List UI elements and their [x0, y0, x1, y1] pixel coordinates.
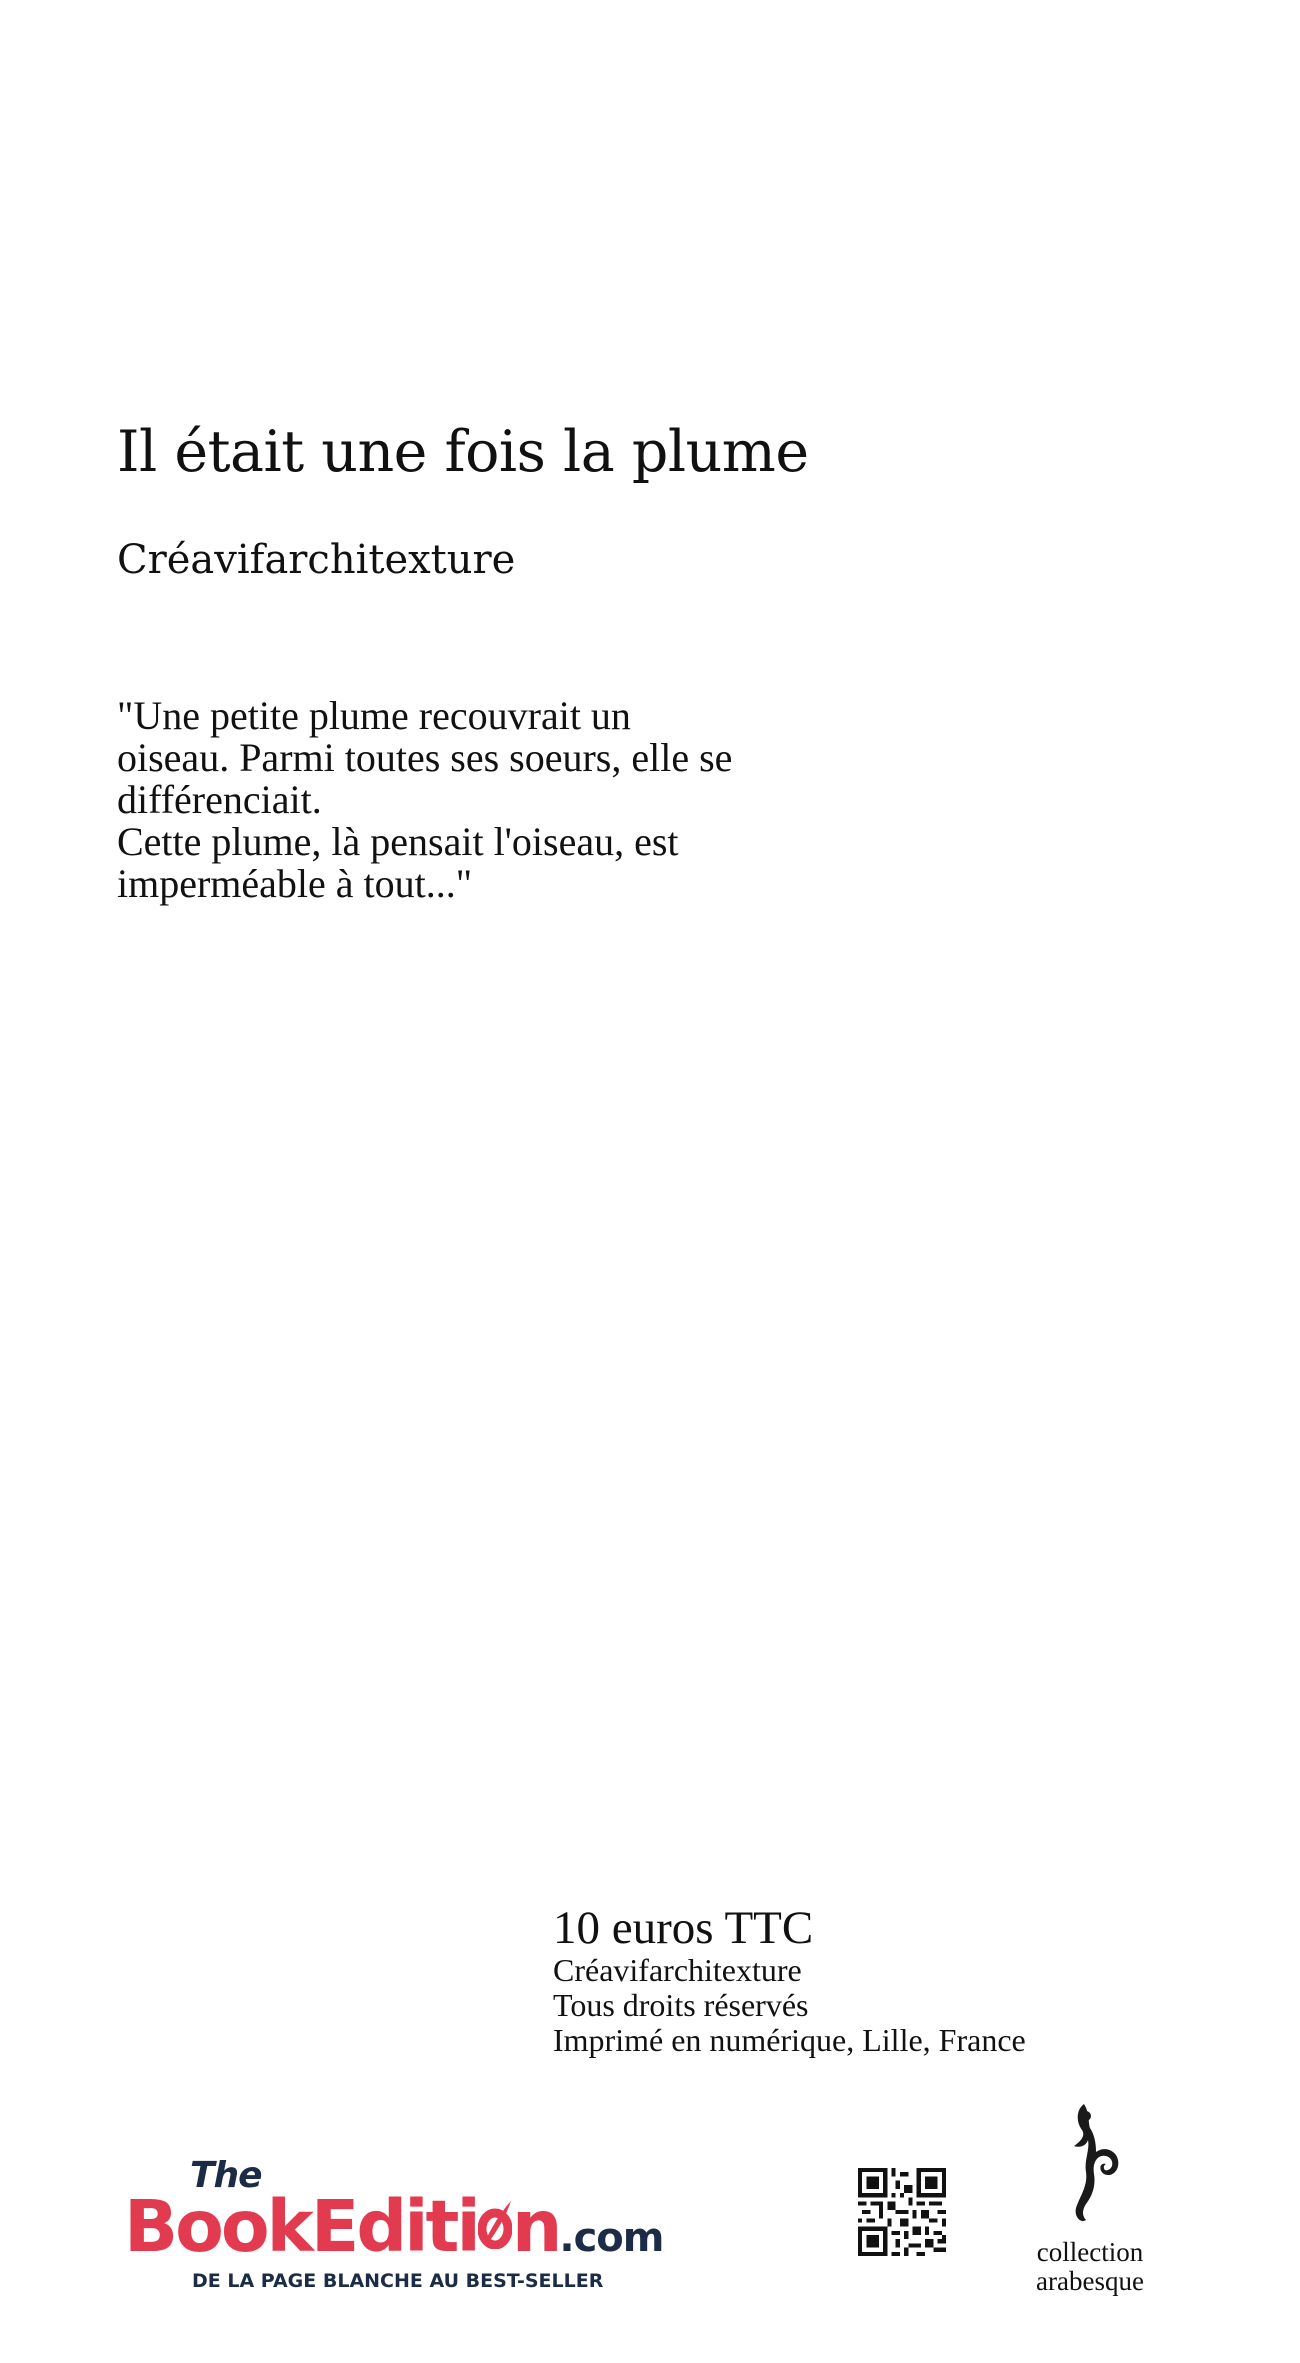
blurb-line: oiseau. Parmi toutes ses soeurs, elle se	[117, 735, 733, 780]
price: 10 euros TTC	[553, 1902, 814, 1954]
book-author: Créavifarchitexture	[117, 537, 516, 583]
collection-label	[1020, 2238, 1160, 2296]
blurb-line: imperméable à tout..."	[117, 861, 473, 906]
logo-domain: .com	[559, 2215, 664, 2261]
quill-icon	[478, 2205, 512, 2255]
imprint-author: Créavifarchitexture	[553, 1952, 802, 1988]
imprint-block	[553, 1903, 1026, 2058]
blurb-line: "Une petite plume recouvrait un	[117, 693, 631, 738]
arabesque-ornament-icon	[1050, 2100, 1130, 2230]
logo-tagline: DE LA PAGE BLANCHE AU BEST-SELLER	[192, 2270, 604, 2292]
logo-the: The	[190, 2155, 262, 2196]
blurb-line: Cette plume, là pensait l'oiseau, est	[117, 819, 679, 864]
qr-code-icon	[858, 2168, 946, 2256]
logo-wordmark	[124, 2185, 663, 2268]
collection-arabesque	[1020, 2100, 1160, 2310]
collection-line1: collection	[1036, 2237, 1144, 2267]
bookedition-logo	[124, 2155, 724, 2305]
logo-name: BookEditi	[124, 2185, 478, 2268]
blurb-line: différenciait.	[117, 777, 322, 822]
back-cover-blurb	[117, 695, 997, 905]
imprint-rights: Tous droits réservés	[553, 1987, 809, 2023]
logo-name-end: n	[511, 2185, 560, 2268]
imprint-printed: Imprimé en numérique, Lille, France	[553, 2022, 1026, 2058]
collection-line2: arabesque	[1036, 2266, 1144, 2296]
book-title: Il était une fois la plume	[117, 419, 809, 485]
